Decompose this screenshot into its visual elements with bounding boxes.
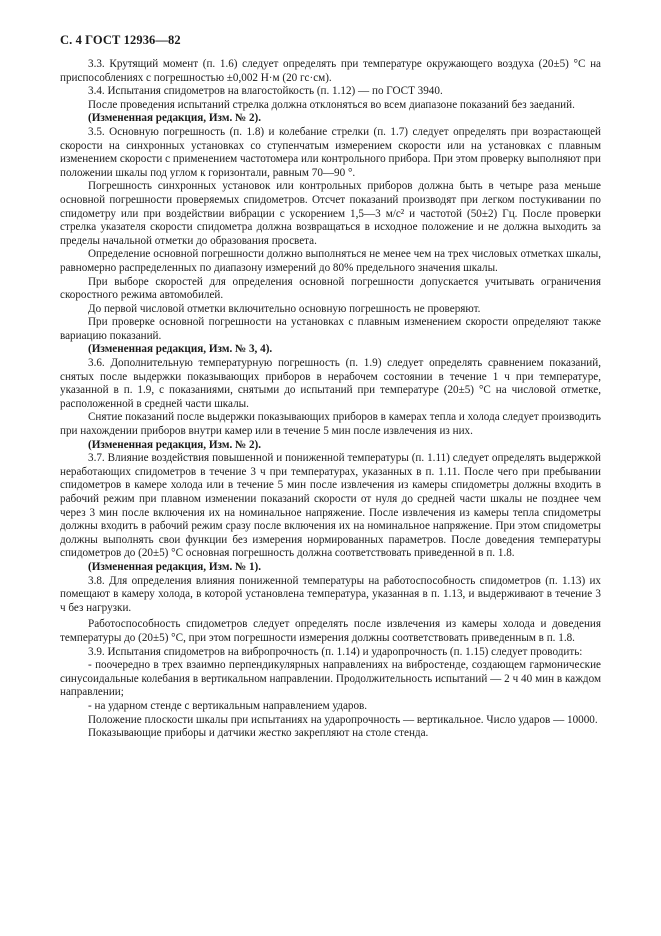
- edition-note: (Измененная редакция, Изм. № 3, 4).: [88, 343, 273, 356]
- paragraph: Снятие показаний после выдержки показывающих приборов в камерах тепла и холода следует производить при нахождении приборов внутри камер или в течение 5 мин после извлечения из них.: [60, 411, 601, 438]
- edition-note: (Измененная редакция, Изм. № 2).: [88, 112, 262, 125]
- paragraph: 3.7. Влияние воздействия повышенной и пониженной температуры (п. 1.11) следует определять выдержкой неработающих спидометров в течение 3 ч при температурах, указанных в п. 1.11. После чего при пребывании спидометров в камере холода или в течение 5 мин после извлечения из камеры спидометры должны входить в рабочий режим при плавном изменении показаний скорости от нуля до средней части шкалы не позднее чем через 3 мин после включения их на номинальное напряжение. После извлечения из камеры тепла спидометры должны входить в рабочий режим сразу после включения их на номинальное напряжение. При этом спидометры должны выполнять свои функции без измерения нормированных параметров. После доведения температуры спидометров до (20±5) °С основная погрешность должна соответствовать приведенной в п. 1.8.: [60, 452, 601, 560]
- paragraph: Погрешность синхронных установок или контрольных приборов должна быть в четыре раза меньше основной погрешности проверяемых спидометров. Отсчет показаний производят при легком постукивании по спидометру или при воздействии вибрации с ускорением 1,5—3 м/с² и частотой (50±2) Гц. После проверки стрелка указателя скорости спидометра должна возвращаться в исходное положение и не должна выходить за пределы начальной отметки до образования просвета.: [60, 180, 601, 247]
- paragraph: Показывающие приборы и датчики жестко закрепляют на столе стенда.: [88, 727, 429, 740]
- paragraph: 3.5. Основную погрешность (п. 1.8) и колебание стрелки (п. 1.7) следует определять при возрастающей скорости на синхронных установках со ступенчатым измерением скорости или на установках с плавным изменением скорости с применением частотомера или контрольного прибора. При этом проверку выполняют при положении шкалы под углом к горизонтали, равным 70—90 °.: [60, 125, 601, 179]
- paragraph: При выборе скоростей для определения основной погрешности допускается учитывать ограничения скоростного режима автомобилей.: [60, 275, 601, 302]
- edition-note: (Измененная редакция, Изм. № 1).: [88, 560, 262, 573]
- paragraph: 3.6. Дополнительную температурную погрешность (п. 1.9) следует определять сравнением показаний, снятых после выдержки показывающих приборов в нерабочем состоянии в течение 1 ч при температуре, указанной в п. 1.9, с показаниями, снятыми до испытаний при температуре (20±5) °С на числовой отметке, расположенной в средней части шкалы.: [60, 357, 601, 410]
- paragraph: Работоспособность спидометров следует определять после извлечения из камеры холода и доведения температуры до (20±5) °С, при этом погрешности измерения должны соответствовать приведенным в п. 1.8.: [60, 618, 601, 644]
- page-header: С. 4 ГОСТ 12936—82: [60, 33, 181, 47]
- paragraph: 3.9. Испытания спидометров на вибропрочность (п. 1.14) и ударопрочность (п. 1.15) следует проводить:: [88, 645, 583, 658]
- paragraph: - на ударном стенде с вертикальным направлением ударов.: [88, 699, 368, 712]
- paragraph: - поочередно в трех взаимно перпендикулярных направлениях на вибростенде, создающем гармонические синусоидальные колебания в вертикальном направлении. Продолжительность испытаний — 2 ч 40 мин в каждом направлении;: [60, 659, 601, 699]
- paragraph: 3.8. Для определения влияния пониженной температуры на работоспособность спидометров (п. 1.13) их помещают в камеру холода, в которой установлена температура, указанная в п. 1.13, и выдерживают в течение 3 ч без нагрузки.: [60, 574, 601, 614]
- paragraph: Положение плоскости шкалы при испытаниях на ударопрочность — вертикальное. Число ударов — 10000.: [88, 713, 598, 726]
- paragraph: 3.3. Крутящий момент (п. 1.6) следует определять при температуре окружающего воздуха (20±5) °С на приспособлениях с погрешностью ±0,002 Н·м (20 гс·см).: [60, 58, 601, 84]
- edition-note: (Измененная редакция, Изм. № 2).: [88, 438, 262, 451]
- paragraph: После проведения испытаний стрелка должна отклоняться во всем диапазоне показаний без заеданий.: [88, 98, 575, 111]
- paragraph: При проверке основной погрешности на установках с плавным изменением скорости определяют также вариацию показаний.: [60, 316, 601, 342]
- paragraph: До первой числовой отметки включительно основную погрешность не проверяют.: [88, 302, 481, 315]
- paragraph: Определение основной погрешности должно выполняться не менее чем на трех числовых отметках шкалы, равномерно распределенных по диапазону измерений до 80% предельного значения шкалы.: [60, 248, 601, 274]
- document-body: [60, 58, 601, 741]
- paragraph: 3.4. Испытания спидометров на влагостойкость (п. 1.12) — по ГОСТ 3940.: [88, 85, 443, 98]
